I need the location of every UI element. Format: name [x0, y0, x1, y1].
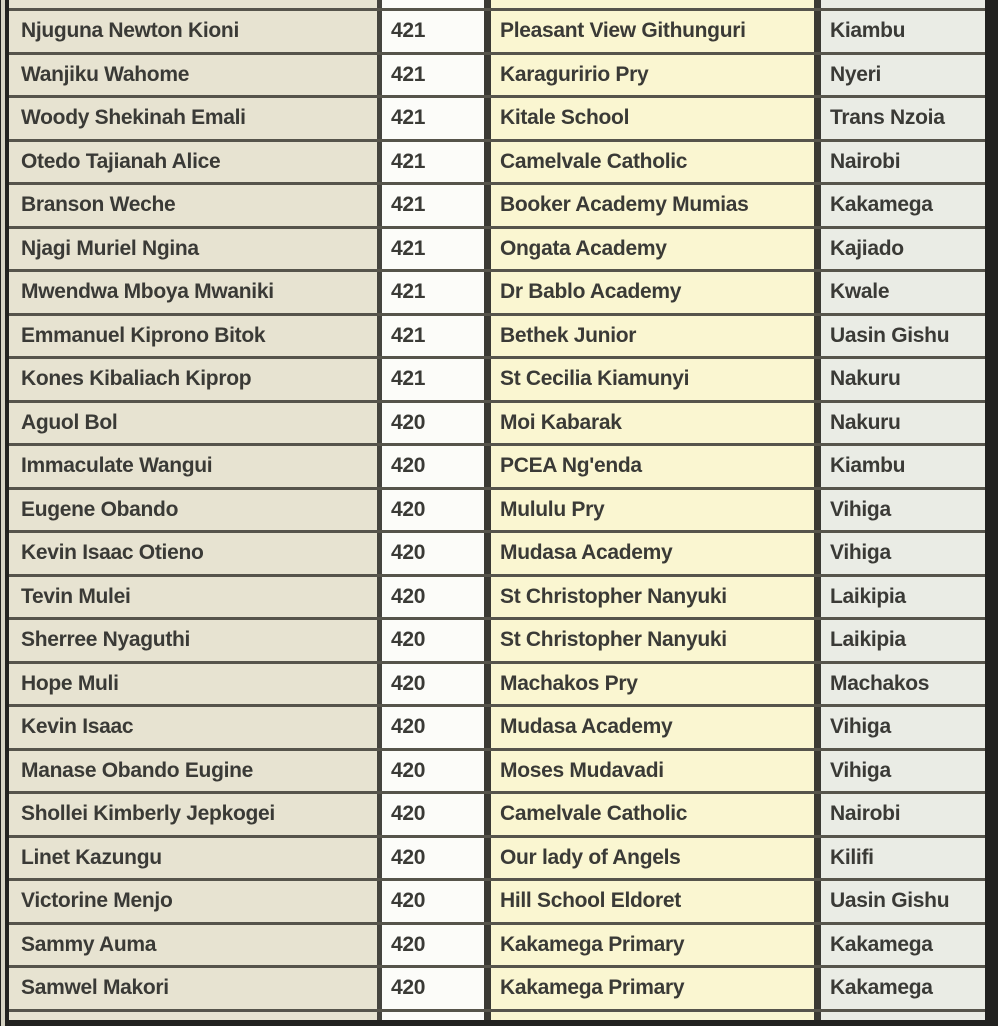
marks-value: 421	[391, 62, 426, 86]
marks-value: 420	[391, 845, 426, 869]
column-divider	[484, 664, 491, 705]
candidate-name: Tevin Mulei	[21, 584, 131, 608]
candidate-name: Eugene Obando	[21, 497, 179, 521]
cell-marks	[382, 0, 484, 8]
cell-name	[9, 446, 377, 487]
column-divider	[814, 229, 821, 270]
cell-school	[491, 881, 814, 922]
cell-name	[9, 142, 377, 183]
table-row	[9, 794, 985, 838]
column-divider	[814, 1012, 821, 1020]
cell-school	[491, 707, 814, 748]
candidate-name: Sherree Nyaguthi	[21, 628, 191, 652]
school-name: Moses Mudavadi	[500, 758, 664, 782]
cell-marks	[382, 272, 484, 313]
cell-county	[821, 577, 985, 618]
county-name: Kakamega	[830, 932, 933, 956]
school-name: Bethek Junior	[500, 323, 637, 347]
county-name: Nakuru	[830, 410, 901, 434]
cell-school	[491, 272, 814, 313]
table-row	[9, 620, 985, 664]
column-divider	[484, 272, 491, 313]
column-divider	[814, 0, 821, 8]
cell-name	[9, 968, 377, 1009]
column-divider	[814, 490, 821, 531]
column-divider	[814, 664, 821, 705]
column-divider	[484, 11, 491, 52]
column-divider	[814, 620, 821, 661]
table-row	[9, 577, 985, 621]
cell-marks	[382, 403, 484, 444]
cell-county	[821, 403, 985, 444]
marks-value: 421	[391, 280, 426, 304]
column-divider	[814, 707, 821, 748]
cell-county	[821, 359, 985, 400]
cell-name	[9, 55, 377, 96]
cell-marks	[382, 838, 484, 879]
table-row	[9, 968, 985, 1012]
school-name: St Cecilia Kiamunyi	[500, 367, 690, 391]
table-row	[9, 272, 985, 316]
column-divider	[484, 1012, 491, 1020]
school-name: Machakos Pry	[500, 671, 638, 695]
county-name: Nairobi	[830, 802, 901, 826]
marks-value: 420	[391, 584, 426, 608]
county-name: Uasin Gishu	[830, 889, 950, 913]
table-row	[9, 533, 985, 577]
cell-school	[491, 925, 814, 966]
cell-county	[821, 229, 985, 270]
candidate-name: Immaculate Wangui	[21, 454, 213, 478]
county-name: Kakamega	[830, 976, 933, 1000]
cell-name	[9, 664, 377, 705]
school-name: Ongata Academy	[500, 236, 667, 260]
candidate-name: Victorine Menjo	[21, 889, 173, 913]
cell-marks	[382, 881, 484, 922]
county-name: Kiambu	[830, 19, 906, 43]
school-name: Booker Academy Mumias	[500, 193, 749, 217]
cell-marks	[382, 533, 484, 574]
school-name: Dr Bablo Academy	[500, 280, 682, 304]
column-divider	[814, 968, 821, 1009]
column-divider	[484, 490, 491, 531]
cell-marks	[382, 707, 484, 748]
marks-value: 420	[391, 715, 426, 739]
school-name: Mudasa Academy	[500, 541, 673, 565]
column-divider	[814, 185, 821, 226]
county-name: Kilifi	[830, 845, 874, 869]
results-table	[9, 0, 985, 1020]
column-divider	[484, 0, 491, 8]
column-divider	[484, 838, 491, 879]
candidate-name: Sammy Auma	[21, 932, 157, 956]
school-name: St Christopher Nanyuki	[500, 584, 727, 608]
marks-value: 420	[391, 410, 426, 434]
column-divider	[484, 142, 491, 183]
column-divider	[814, 577, 821, 618]
cell-county	[821, 11, 985, 52]
school-name: Camelvale Catholic	[500, 802, 688, 826]
school-name: Karaguririo Pry	[500, 62, 649, 86]
marks-value: 420	[391, 454, 426, 478]
marks-value: 421	[391, 236, 426, 260]
cell-school	[491, 490, 814, 531]
column-divider	[484, 533, 491, 574]
county-name: Vihiga	[830, 758, 891, 782]
school-name: Moi Kabarak	[500, 410, 622, 434]
cell-marks	[382, 490, 484, 531]
county-name: Trans Nzoia	[830, 106, 945, 130]
column-divider	[814, 751, 821, 792]
table-row	[9, 838, 985, 882]
cell-name	[9, 925, 377, 966]
cell-county	[821, 533, 985, 574]
column-divider	[484, 185, 491, 226]
cell-marks	[382, 620, 484, 661]
school-name: Mululu Pry	[500, 497, 605, 521]
candidate-name: Emmanuel Kiprono Bitok	[21, 323, 266, 347]
table-row	[9, 403, 985, 447]
marks-value: 420	[391, 628, 426, 652]
cell-marks	[382, 142, 484, 183]
cell-school	[491, 359, 814, 400]
candidate-name: Njuguna Newton Kioni	[21, 19, 239, 43]
column-divider	[484, 403, 491, 444]
cell-school	[491, 620, 814, 661]
column-divider	[814, 11, 821, 52]
table-row	[9, 55, 985, 99]
cell-marks	[382, 577, 484, 618]
column-divider	[814, 925, 821, 966]
marks-value: 420	[391, 932, 426, 956]
marks-value: 421	[391, 19, 426, 43]
candidate-name: Linet Kazungu	[21, 845, 162, 869]
marks-value: 420	[391, 541, 426, 565]
cell-marks	[382, 794, 484, 835]
column-divider	[484, 620, 491, 661]
candidate-name: Kones Kibaliach Kiprop	[21, 367, 252, 391]
cell-county	[821, 98, 985, 139]
cell-name	[9, 359, 377, 400]
table-row	[9, 664, 985, 708]
partial-row-top	[9, 0, 985, 11]
school-name: Kakamega Primary	[500, 932, 685, 956]
cell-marks	[382, 359, 484, 400]
cell-name	[9, 577, 377, 618]
cell-county	[821, 794, 985, 835]
school-name: Our lady of Angels	[500, 845, 681, 869]
candidate-name: Manase Obando Eugine	[21, 758, 254, 782]
cell-name	[9, 794, 377, 835]
candidate-name: Kevin Isaac Otieno	[21, 541, 204, 565]
school-name: PCEA Ng'enda	[500, 454, 642, 478]
table-row	[9, 707, 985, 751]
column-divider	[814, 446, 821, 487]
table-body	[9, 11, 985, 1012]
cell-name	[9, 620, 377, 661]
cell-county	[821, 664, 985, 705]
column-divider	[814, 55, 821, 96]
cell-county	[821, 316, 985, 357]
table-row	[9, 359, 985, 403]
column-divider	[484, 446, 491, 487]
marks-value: 421	[391, 323, 426, 347]
county-name: Machakos	[830, 671, 930, 695]
cell-county	[821, 707, 985, 748]
cell-name	[9, 185, 377, 226]
column-divider	[484, 359, 491, 400]
cell-county	[821, 446, 985, 487]
column-divider	[814, 142, 821, 183]
cell-school	[491, 0, 814, 8]
cell-school	[491, 55, 814, 96]
cell-school	[491, 533, 814, 574]
cell-school	[491, 577, 814, 618]
cell-marks	[382, 925, 484, 966]
cell-county	[821, 881, 985, 922]
cell-school	[491, 185, 814, 226]
county-name: Vihiga	[830, 497, 891, 521]
cell-marks	[382, 446, 484, 487]
cell-name	[9, 751, 377, 792]
marks-value: 421	[391, 106, 426, 130]
cell-marks	[382, 1012, 484, 1020]
county-name: Kiambu	[830, 454, 906, 478]
cell-county	[821, 185, 985, 226]
column-divider	[484, 98, 491, 139]
column-divider	[814, 838, 821, 879]
cell-county	[821, 490, 985, 531]
marks-value: 421	[391, 193, 426, 217]
county-name: Vihiga	[830, 541, 891, 565]
candidate-name: Kevin Isaac	[21, 715, 134, 739]
candidate-name: Njagi Muriel Ngina	[21, 236, 199, 260]
cell-marks	[382, 751, 484, 792]
partial-row-bottom	[9, 1012, 985, 1020]
cell-marks	[382, 55, 484, 96]
cell-county	[821, 838, 985, 879]
column-divider	[484, 55, 491, 96]
cell-marks	[382, 229, 484, 270]
candidate-name: Samwel Makori	[21, 976, 169, 1000]
county-name: Nairobi	[830, 149, 901, 173]
cell-school	[491, 664, 814, 705]
column-divider	[814, 98, 821, 139]
column-divider	[484, 968, 491, 1009]
cell-name	[9, 707, 377, 748]
cell-school	[491, 11, 814, 52]
marks-value: 420	[391, 758, 426, 782]
cell-name	[9, 881, 377, 922]
candidate-name: Branson Weche	[21, 193, 176, 217]
cell-county	[821, 55, 985, 96]
county-name: Nyeri	[830, 62, 882, 86]
candidate-name: Mwendwa Mboya Mwaniki	[21, 280, 274, 304]
school-name: Kitale School	[500, 106, 630, 130]
marks-value: 420	[391, 497, 426, 521]
table-row	[9, 98, 985, 142]
county-name: Vihiga	[830, 715, 891, 739]
table-row	[9, 229, 985, 273]
county-name: Laikipia	[830, 628, 906, 652]
column-divider	[814, 403, 821, 444]
school-name: Mudasa Academy	[500, 715, 673, 739]
county-name: Kwale	[830, 280, 890, 304]
column-divider	[814, 359, 821, 400]
candidate-name: Wanjiku Wahome	[21, 62, 190, 86]
cell-county	[821, 925, 985, 966]
cell-name	[9, 533, 377, 574]
cell-county	[821, 751, 985, 792]
column-divider	[484, 229, 491, 270]
table-left-border	[1, 0, 5, 1026]
table-row	[9, 11, 985, 55]
column-divider	[814, 533, 821, 574]
cell-school	[491, 446, 814, 487]
cell-county	[821, 968, 985, 1009]
table-row	[9, 881, 985, 925]
cell-school	[491, 751, 814, 792]
table-row	[9, 925, 985, 969]
cell-name	[9, 316, 377, 357]
cell-name	[9, 229, 377, 270]
cell-school	[491, 142, 814, 183]
column-divider	[814, 272, 821, 313]
column-divider	[484, 925, 491, 966]
marks-value: 420	[391, 889, 426, 913]
cell-school	[491, 968, 814, 1009]
county-name: Laikipia	[830, 584, 906, 608]
cell-school	[491, 403, 814, 444]
candidate-name: Hope Muli	[21, 671, 119, 695]
table-row	[9, 185, 985, 229]
cell-school	[491, 229, 814, 270]
school-name: Pleasant View Githunguri	[500, 19, 746, 43]
cell-county	[821, 142, 985, 183]
cell-county	[821, 0, 985, 8]
table-row	[9, 490, 985, 534]
marks-value: 420	[391, 802, 426, 826]
cell-name	[9, 272, 377, 313]
school-name: Hill School Eldoret	[500, 889, 681, 913]
cell-school	[491, 794, 814, 835]
column-divider	[484, 751, 491, 792]
marks-value: 420	[391, 976, 426, 1000]
cell-marks	[382, 185, 484, 226]
school-name: St Christopher Nanyuki	[500, 628, 727, 652]
cell-name	[9, 0, 377, 8]
cell-name	[9, 98, 377, 139]
candidate-name: Otedo Tajianah Alice	[21, 149, 221, 173]
column-divider	[484, 881, 491, 922]
cell-school	[491, 98, 814, 139]
column-divider	[814, 316, 821, 357]
cell-name	[9, 1012, 377, 1020]
table-row	[9, 446, 985, 490]
table-row	[9, 316, 985, 360]
county-name: Kakamega	[830, 193, 933, 217]
column-divider	[814, 794, 821, 835]
cell-marks	[382, 11, 484, 52]
column-divider	[814, 881, 821, 922]
cell-school	[491, 838, 814, 879]
cell-marks	[382, 664, 484, 705]
cell-county	[821, 1012, 985, 1020]
table-row	[9, 142, 985, 186]
cell-name	[9, 490, 377, 531]
cell-marks	[382, 98, 484, 139]
cell-name	[9, 11, 377, 52]
candidate-name: Woody Shekinah Emali	[21, 106, 246, 130]
column-divider	[484, 577, 491, 618]
column-divider	[484, 707, 491, 748]
table-row	[9, 751, 985, 795]
column-divider	[484, 794, 491, 835]
school-name: Kakamega Primary	[500, 976, 685, 1000]
cell-county	[821, 272, 985, 313]
cell-name	[9, 403, 377, 444]
column-divider	[484, 316, 491, 357]
cell-school	[491, 1012, 814, 1020]
marks-value: 421	[391, 149, 426, 173]
cell-name	[9, 838, 377, 879]
school-name: Camelvale Catholic	[500, 149, 688, 173]
marks-value: 421	[391, 367, 426, 391]
cell-marks	[382, 316, 484, 357]
county-name: Nakuru	[830, 367, 901, 391]
candidate-name: Aguol Bol	[21, 410, 118, 434]
cell-county	[821, 620, 985, 661]
cell-school	[491, 316, 814, 357]
county-name: Uasin Gishu	[830, 323, 950, 347]
county-name: Kajiado	[830, 236, 904, 260]
candidate-name: Shollei Kimberly Jepkogei	[21, 802, 275, 826]
marks-value: 420	[391, 671, 426, 695]
cell-marks	[382, 968, 484, 1009]
